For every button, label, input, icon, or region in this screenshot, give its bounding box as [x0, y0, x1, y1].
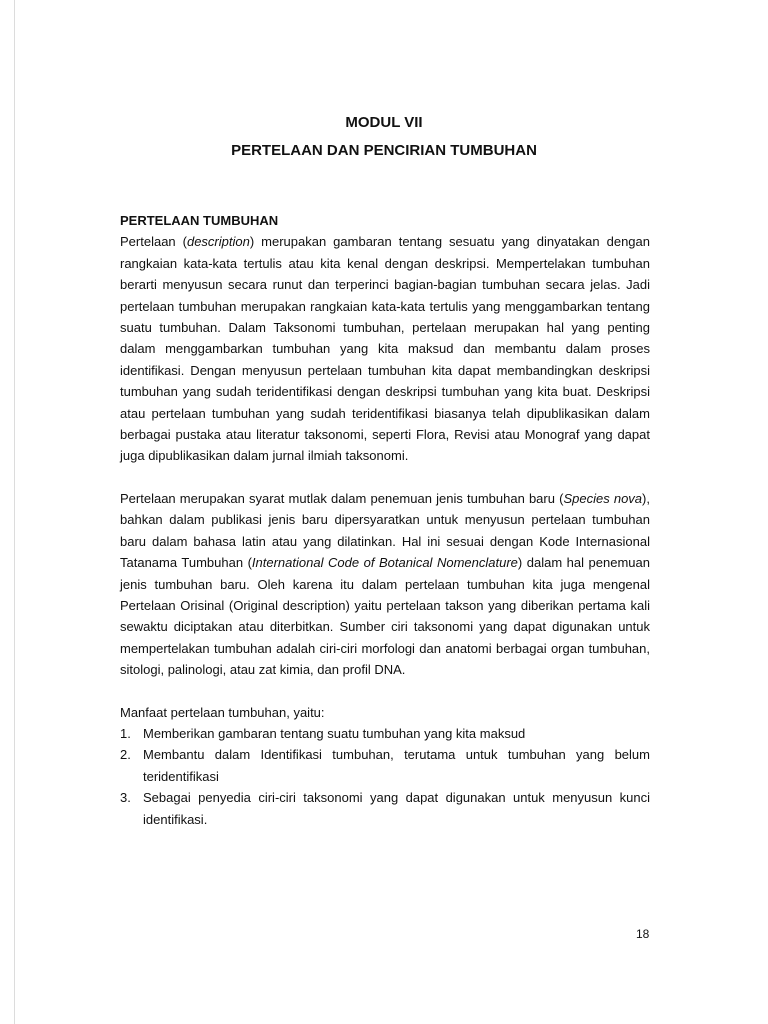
- benefits-intro: Manfaat pertelaan tumbuhan, yaitu:: [120, 704, 325, 720]
- text-run: ) merupakan gambaran tentang sesuatu yang dinyatakan dengan rangkaian kata-kata tertulis atau kita kenal dengan deskripsi. Mempertelakan tumbuhan berarti menyusun secara runut dan terperinci bagian-bagian tumbuhan secara jelas. Jadi pertelaan tumbuhan merupakan rangkaian kata-kata tertulis yang menggambarkan tentang suatu tumbuhan. Dalam Taksonomi tumbuhan, pertelaan merupakan hal yang penting dalam menggambarkan tumbuhan yang kita maksud dan membantu dalam proses identifikasi. Dengan menyusun pertelaan tumbuhan kita dapat membandingkan deskripsi tumbuhan yang sudah teridentifikasi dengan deskripsi tumbuhan yang kita buat. Deskripsi atau pertelaan tumbuhan yang sudah teridentifikasi biasanya telah dipublikasikan dalam berbagai pustaka atau literatur taksonomi, seperti Flora, Revisi atau Monograf yang dapat juga dipublikasikan dalam jurnal ilmiah taksonomi.: [120, 234, 650, 464]
- paragraph-description: [120, 231, 650, 466]
- list-item-text: Membantu dalam Identifikasi tumbuhan, terutama untuk tumbuhan yang belum teridentifikasi: [143, 747, 650, 784]
- italic-term: Species nova: [563, 490, 643, 506]
- list-item: [120, 723, 650, 744]
- text-run: ) dalam hal penemuan jenis tumbuhan baru. Oleh karena itu dalam pertelaan tumbuhan kita juga mengenal Pertelaan Orisinal (Original description) yaitu pertelaan takson yang diberikan pertama kali sewaktu diciptakan atau diterbitkan. Sumber ciri taksonomi yang dapat digunakan untuk mempertelakan tumbuhan adalah ciri-ciri morfologi dan anatomi berbagai organ tumbuhan, sitologi, palinologi, atau zat kimia, dan profil DNA.: [120, 555, 650, 678]
- italic-term: description: [186, 234, 250, 250]
- list-item: [120, 787, 650, 830]
- text-run: ), bahkan dalam publikasi jenis baru dipersyaratkan untuk menyusun pertelaan tumbuhan baru dalam bahasa latin atau yang dilatinkan. Hal ini sesuai dengan Kode Internasional Tatanama Tumbuhan (: [120, 490, 650, 571]
- list-item: [120, 744, 650, 787]
- list-item-text: Memberikan gambaran tentang suatu tumbuhan yang kita maksud: [143, 725, 526, 741]
- italic-term: International Code of Botanical Nomenclature: [251, 555, 518, 571]
- paragraph-species-nova: [120, 488, 650, 681]
- paragraph-spacer: [120, 681, 650, 702]
- text-run: Pertelaan merupakan syarat mutlak dalam penemuan jenis tumbuhan baru (: [120, 490, 564, 506]
- section-heading: PERTELAAN TUMBUHAN: [120, 213, 279, 228]
- page-number: 18: [636, 927, 650, 941]
- paragraph-spacer: [120, 467, 650, 488]
- module-subtitle: PERTELAAN DAN PENCIRIAN TUMBUHAN: [231, 142, 537, 159]
- list-number: 1.: [120, 725, 131, 741]
- module-title: MODUL VII: [345, 114, 423, 131]
- text-run: Pertelaan (: [120, 234, 187, 250]
- list-number: 2.: [120, 747, 131, 763]
- document-body: [120, 210, 650, 830]
- benefits-list: [120, 723, 650, 830]
- list-item-text: Sebagai penyedia ciri-ciri taksonomi yang dapat digunakan untuk menyusun kunci identifikasi.: [143, 790, 650, 827]
- list-number: 3.: [120, 790, 131, 806]
